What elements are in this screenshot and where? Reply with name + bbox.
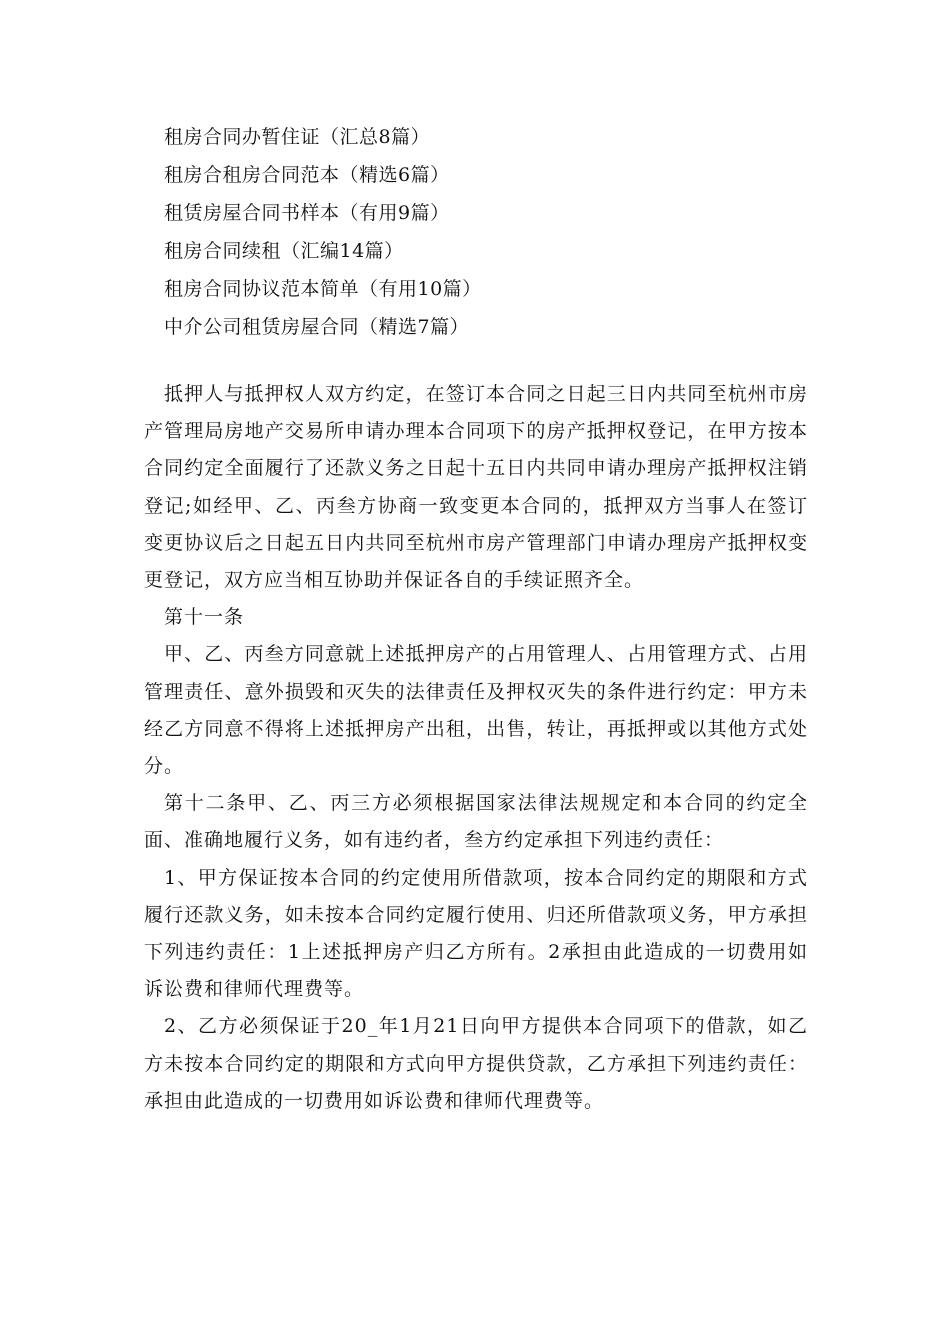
related-article-item[interactable]: 中介公司租赁房屋合同（精选7篇） (164, 316, 470, 338)
contract-body (144, 376, 808, 1120)
paragraph-party-a-liability: 1、甲方保证按本合同的约定使用所借款项，按本合同约定的期限和方式履行还款义务，如未按本合同约定履行使用、归还所借款项义务，甲方承担下列违约责任：1上述抵押房产归乙方所有。2承担由此造成的一切费用如诉讼费和律师代理费等。 (144, 866, 808, 1001)
related-article-item[interactable]: 租房合租房合同范本（精选6篇） (164, 164, 450, 186)
paragraph-property-management: 甲、乙、丙叁方同意就上述抵押房产的占用管理人、占用管理方式、占用管理责任、意外损毁和灭失的法律责任及押权灭失的条件进行约定：甲方未经乙方同意不得将上述抵押房产出租，出售，转让，再抵押或以其他方式处分。 (144, 643, 808, 778)
related-articles-list (164, 118, 844, 346)
related-article-item[interactable]: 租赁房屋合同书样本（有用9篇） (164, 202, 450, 224)
paragraph-party-b-liability: 2、乙方必须保证于20_年1月21日向甲方提供本合同项下的借款，如乙方未按本合同约定的期限和方式向甲方提供贷款，乙方承担下列违约责任：承担由此造成的一切费用如诉讼费和律师代理费等。 (144, 1015, 808, 1112)
related-article-item[interactable]: 租房合同续租（汇编14篇） (164, 240, 404, 262)
paragraph-article-twelve: 第十二条甲、乙、丙三方必须根据国家法律法规规定和本合同的约定全面、准确地履行义务，如有违约者，叁方约定承担下列违约责任： (144, 792, 808, 852)
related-article-item[interactable]: 租房合同协议范本简单（有用10篇） (164, 278, 482, 300)
paragraph-mortgage-registration: 抵押人与抵押权人双方约定，在签订本合同之日起三日内共同至杭州市房产管理局房地产交易所申请办理本合同项下的房产抵押权登记，在甲方按本合同约定全面履行了还款义务之日起十五日内共同申请办理房产抵押权注销登记;如经甲、乙、丙叁方协商一致变更本合同的，抵押双方当事人在签订变更协议后之日起五日内共同至杭州市房产管理部门申请办理房产抵押权变更登记，双方应当相互协助并保证各自的手续证照齐全。 (144, 383, 808, 592)
article-heading-eleven: 第十一条 (163, 606, 244, 629)
related-article-item[interactable]: 租房合同办暂住证（汇总8篇） (164, 126, 431, 148)
